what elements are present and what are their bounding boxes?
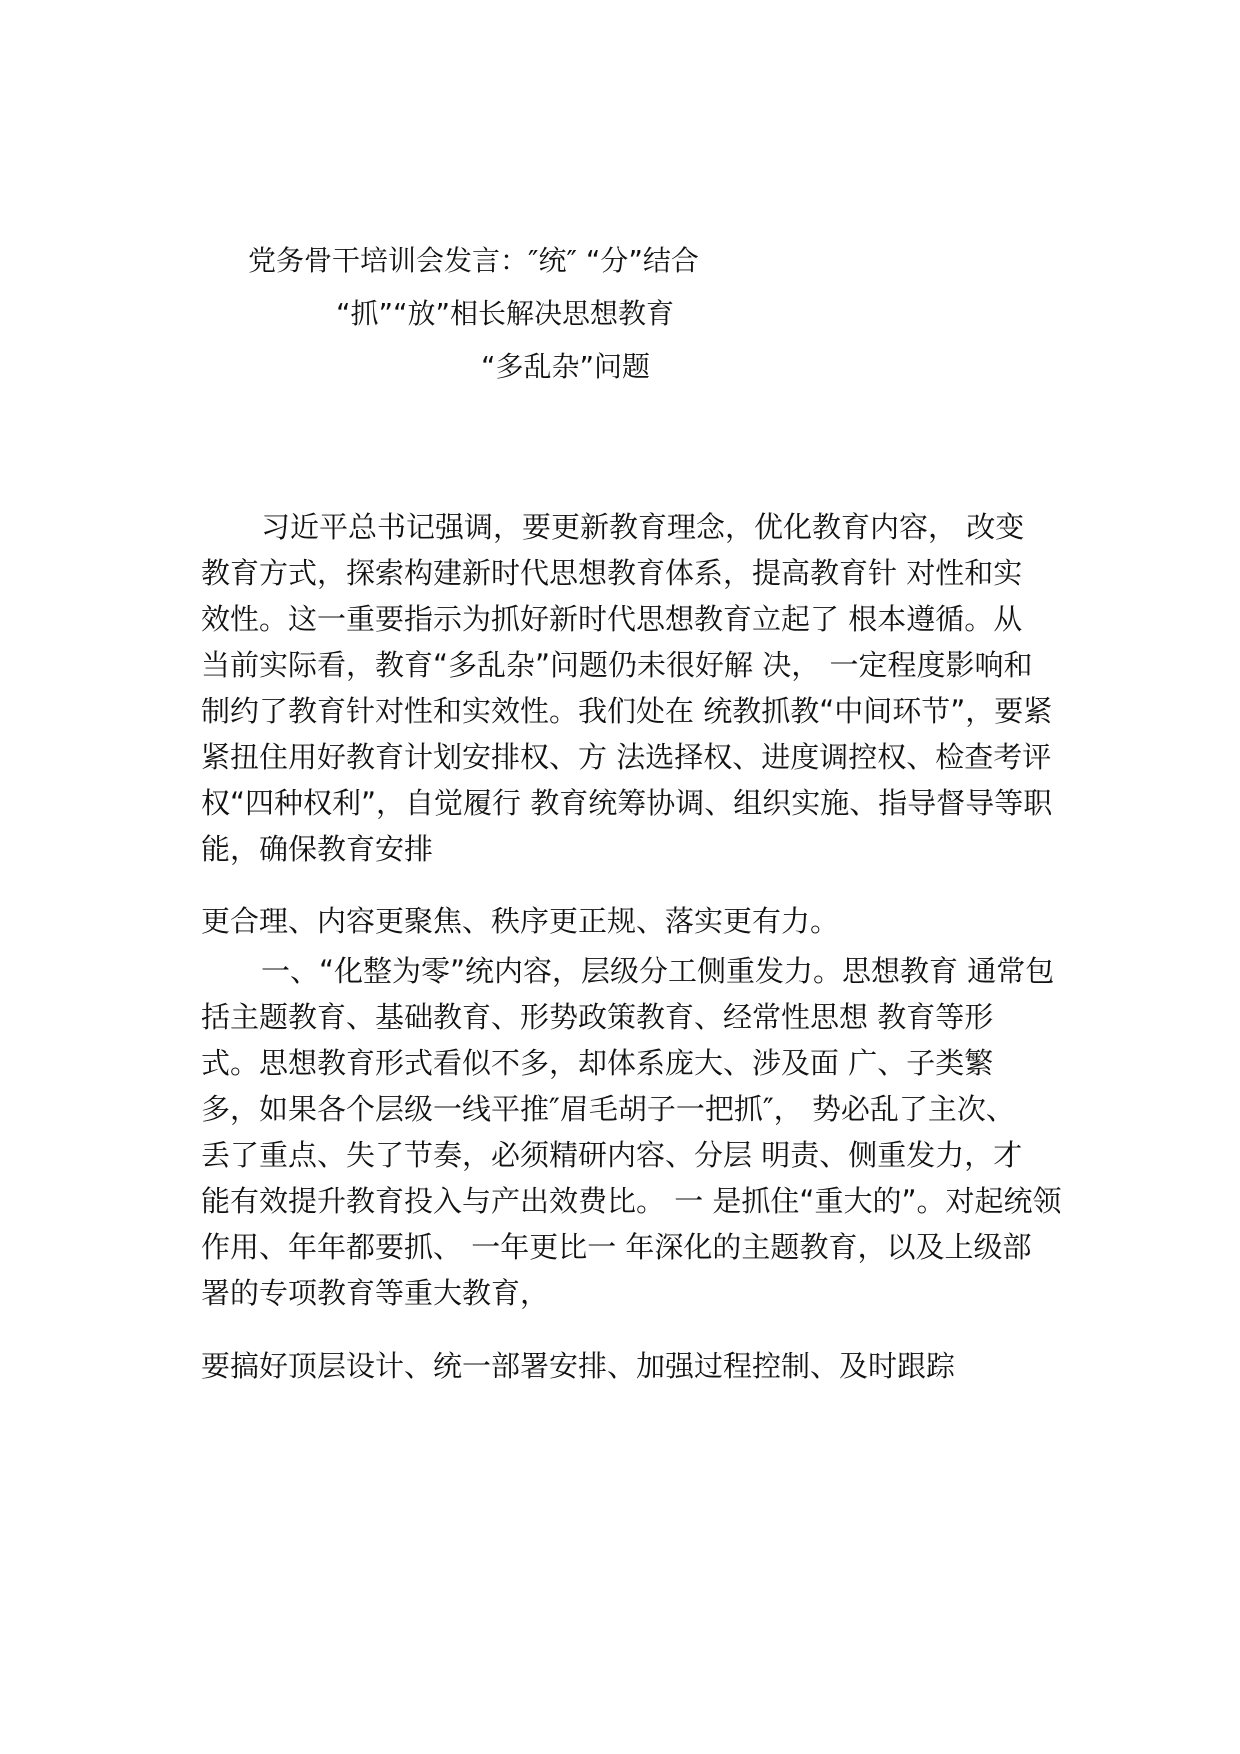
- paragraph-line: 紧扭住用好教育计划安排权、方 法选择权、进度调控权、检查考评: [201, 740, 1052, 774]
- paragraph-line: 作用、年年都要抓、 一年更比一 年深化的主题教育，以及上级部: [201, 1230, 1032, 1264]
- paragraph-line: 多，如果各个层级一线平推″眉毛胡子一把抓″， 势必乱了主次、: [201, 1092, 1015, 1126]
- title-line-2: “抓”“放”相长解决思想教育: [336, 297, 675, 330]
- paragraph-line: 更合理、内容更聚焦、秩序更正规、落实更有力。: [201, 904, 840, 938]
- paragraph-line: 括主题教育、基础教育、形势政策教育、经常性思想 教育等形: [201, 1000, 994, 1034]
- paragraph-intro: [201, 504, 1071, 872]
- paragraph-line: 丢了重点、失了节奏，必须精研内容、分层 明责、侧重发力，才: [201, 1138, 1023, 1172]
- paragraph-line: 权“四种权利”，自觉履行 教育统筹协调、组织实施、指导督导等职: [201, 786, 1053, 820]
- paragraph-line: 能有效提升教育投入与产出效费比。 一 是抓住“重大的”。对起统领: [201, 1184, 1062, 1218]
- paragraph-line: 当前实际看，教育“多乱杂”问题仍未很好解 决， 一定程度影响和: [201, 648, 1033, 682]
- paragraph-line: 习近平总书记强调，要更新教育理念，优化教育内容， 改变: [261, 510, 1025, 544]
- paragraph-line: 式。思想教育形式看似不多，却体系庞大、涉及面 广、子类繁: [201, 1046, 994, 1080]
- paragraph-line: 能，确保教育安排: [201, 832, 434, 866]
- paragraph-line: 要搞好顶层设计、统一部署安排、加强过程控制、及时跟踪: [201, 1349, 956, 1383]
- paragraph-continuation: [201, 898, 1071, 944]
- title-line-3: “多乱杂”问题: [481, 350, 651, 383]
- paragraph-section-one: [201, 948, 1071, 1316]
- paragraph-line: 署的专项教育等重大教育，: [201, 1276, 550, 1310]
- paragraph-final: [201, 1343, 1071, 1389]
- paragraph-line: 效性。这一重要指示为抓好新时代思想教育立起了 根本遵循。从: [201, 602, 1023, 636]
- title-line-1: 党务骨干培训会发言：″统″ “分”结合: [248, 244, 699, 277]
- paragraph-line: 制约了教育针对性和实效性。我们处在 统教抓教“中间环节”，要紧: [201, 694, 1053, 728]
- paragraph-line: 教育方式，探索构建新时代思想教育体系，提高教育针 对性和实: [201, 556, 1023, 590]
- paragraph-line: 一、“化整为零”统内容，层级分工侧重发力。思想教育 通常包: [261, 954, 1055, 988]
